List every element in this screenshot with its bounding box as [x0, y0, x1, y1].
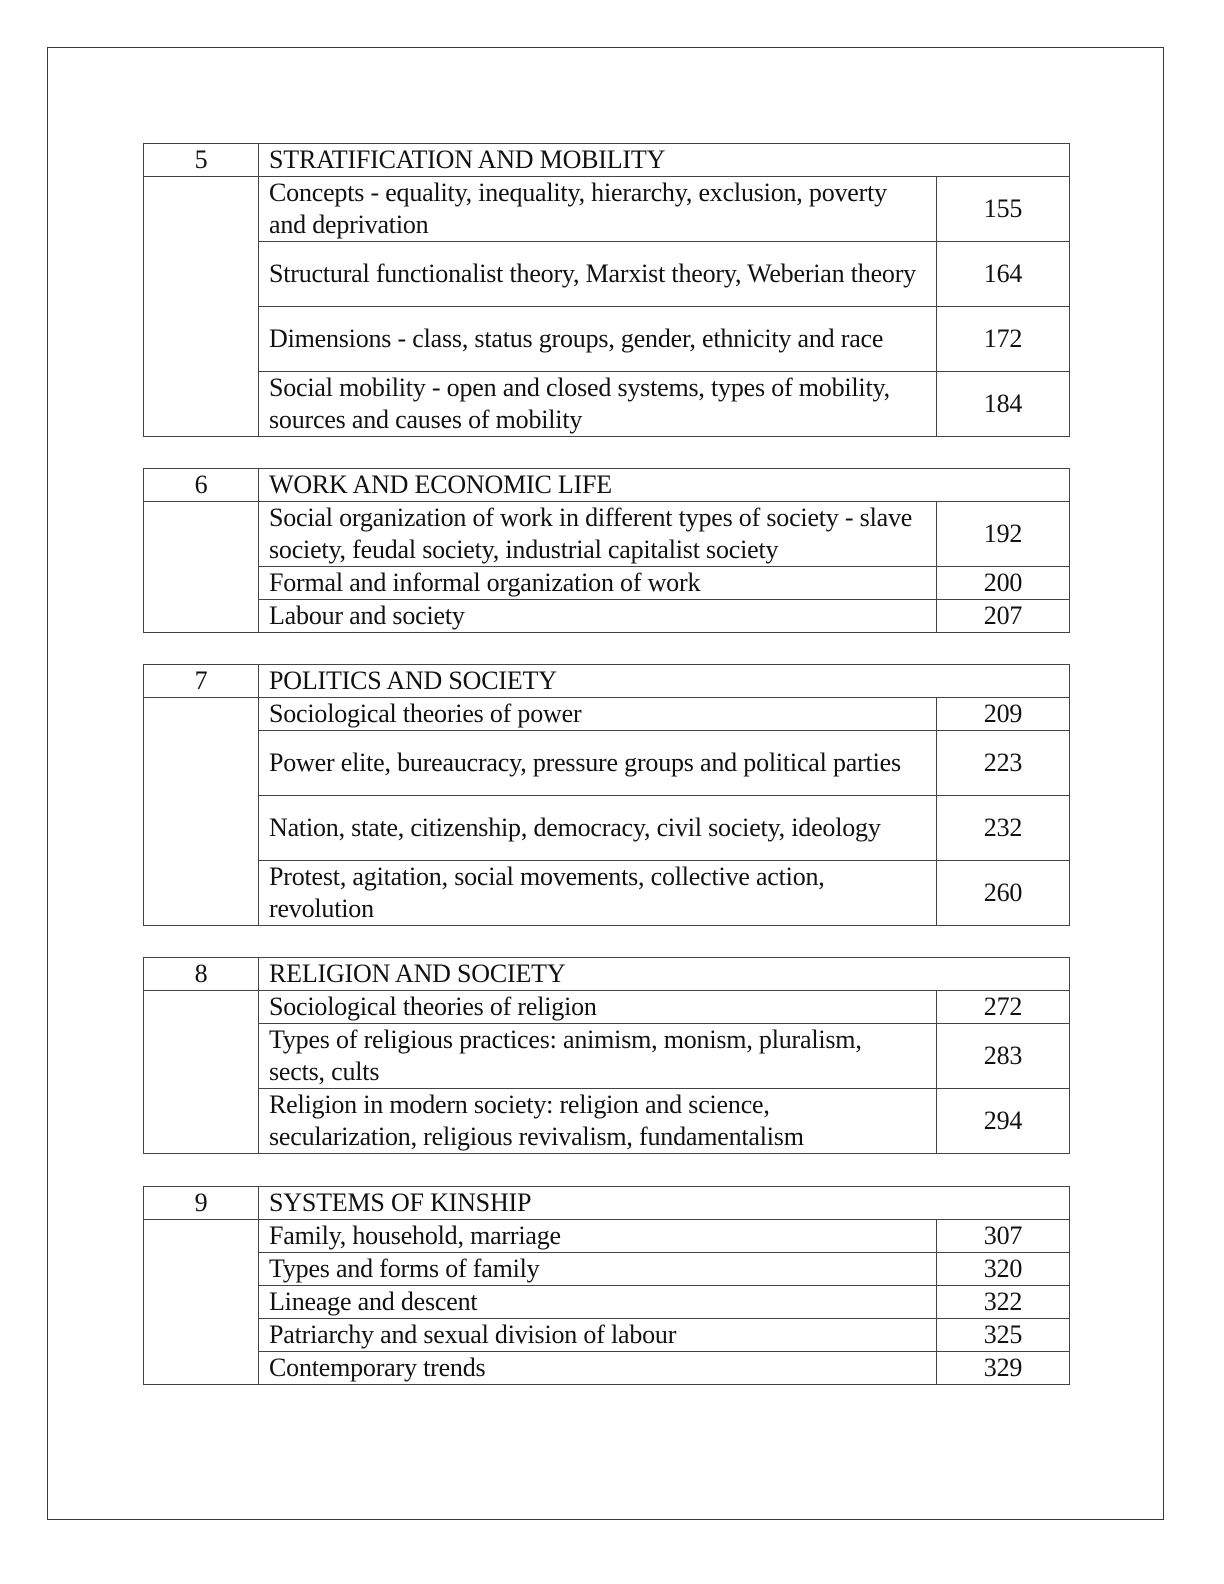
topic-text: Contemporary trends	[259, 1352, 937, 1385]
page-number: 320	[937, 1253, 1070, 1286]
section-table-9	[143, 1186, 1070, 1385]
topic-row	[144, 1089, 1070, 1154]
topic-text: Social mobility - open and closed systems, types of mobility, sources and causes of mobility	[259, 372, 937, 437]
page-number: 207	[936, 600, 1069, 633]
topic-row	[144, 698, 1070, 731]
topic-text: Social organization of work in different types of society - slave society, feudal society, industrial capitalist society	[259, 502, 937, 567]
page-number: 322	[937, 1286, 1070, 1319]
blank-cell	[144, 502, 259, 633]
section-header-row	[144, 144, 1070, 177]
section-title: RELIGION AND SOCIETY	[259, 958, 1070, 991]
page-number: 325	[937, 1319, 1070, 1352]
topic-row	[144, 1253, 1070, 1286]
page-number: 272	[937, 991, 1070, 1024]
section-header-row	[144, 958, 1070, 991]
page-number: 172	[937, 307, 1070, 372]
topic-text: Dimensions - class, status groups, gender, ethnicity and race	[259, 307, 937, 372]
section-number: 5	[144, 144, 259, 177]
page-number: 155	[937, 177, 1070, 242]
blank-cell	[144, 991, 259, 1154]
topic-row	[144, 1024, 1070, 1089]
page-number: 209	[936, 698, 1069, 731]
topic-row	[144, 1286, 1070, 1319]
page-number: 329	[937, 1352, 1070, 1385]
section-title: WORK AND ECONOMIC LIFE	[259, 469, 1070, 502]
section-title: STRATIFICATION AND MOBILITY	[259, 144, 1070, 177]
topic-text: Nation, state, citizenship, democracy, civil society, ideology	[259, 796, 937, 861]
section-title: POLITICS AND SOCIETY	[259, 665, 1070, 698]
topic-row	[144, 1352, 1070, 1385]
topic-text: Sociological theories of religion	[259, 991, 937, 1024]
topic-row	[144, 731, 1070, 796]
topic-text: Sociological theories of power	[259, 698, 937, 731]
blank-cell	[144, 1220, 259, 1385]
topic-row	[144, 796, 1070, 861]
topic-row	[144, 861, 1070, 926]
page-number: 223	[936, 731, 1069, 796]
topic-text: Family, household, marriage	[259, 1220, 937, 1253]
topic-text: Labour and society	[259, 600, 937, 633]
topic-text: Formal and informal organization of work	[259, 567, 937, 600]
section-header-row	[144, 665, 1070, 698]
page-number: 164	[937, 242, 1070, 307]
section-number: 8	[144, 958, 259, 991]
topic-text: Concepts - equality, inequality, hierarchy, exclusion, poverty and deprivation	[259, 177, 937, 242]
page-number: 307	[937, 1220, 1070, 1253]
section-title: SYSTEMS OF KINSHIP	[259, 1187, 1070, 1220]
section-table-5	[143, 143, 1070, 437]
blank-cell	[144, 698, 259, 926]
section-table-6	[143, 468, 1070, 633]
section-table-7	[143, 664, 1070, 926]
topic-row	[144, 1319, 1070, 1352]
page-number: 232	[936, 796, 1069, 861]
section-number: 9	[144, 1187, 259, 1220]
topic-text: Protest, agitation, social movements, collective action, revolution	[259, 861, 937, 926]
section-table-8	[143, 957, 1070, 1154]
topic-text: Types of religious practices: animism, monism, pluralism, sects, cults	[259, 1024, 937, 1089]
topic-row	[144, 991, 1070, 1024]
page-number: 192	[936, 502, 1069, 567]
topic-text: Power elite, bureaucracy, pressure groups and political parties	[259, 731, 937, 796]
topic-row	[144, 502, 1070, 567]
topic-row	[144, 242, 1070, 307]
topic-row	[144, 307, 1070, 372]
page-number: 184	[937, 372, 1070, 437]
section-header-row	[144, 1187, 1070, 1220]
page-number: 200	[936, 567, 1069, 600]
page-number: 260	[936, 861, 1069, 926]
topic-row	[144, 372, 1070, 437]
topic-row	[144, 600, 1070, 633]
page-number: 294	[937, 1089, 1070, 1154]
page-number: 283	[937, 1024, 1070, 1089]
topic-text: Structural functionalist theory, Marxist theory, Weberian theory	[259, 242, 937, 307]
topic-text: Patriarchy and sexual division of labour	[259, 1319, 937, 1352]
topic-row	[144, 177, 1070, 242]
topic-text: Types and forms of family	[259, 1253, 937, 1286]
blank-cell	[144, 177, 259, 437]
topic-text: Lineage and descent	[259, 1286, 937, 1319]
section-number: 6	[144, 469, 259, 502]
section-number: 7	[144, 665, 259, 698]
topic-row	[144, 567, 1070, 600]
topic-text: Religion in modern society: religion and science, secularization, religious revivalism, fundamentalism	[259, 1089, 937, 1154]
section-header-row	[144, 469, 1070, 502]
topic-row	[144, 1220, 1070, 1253]
